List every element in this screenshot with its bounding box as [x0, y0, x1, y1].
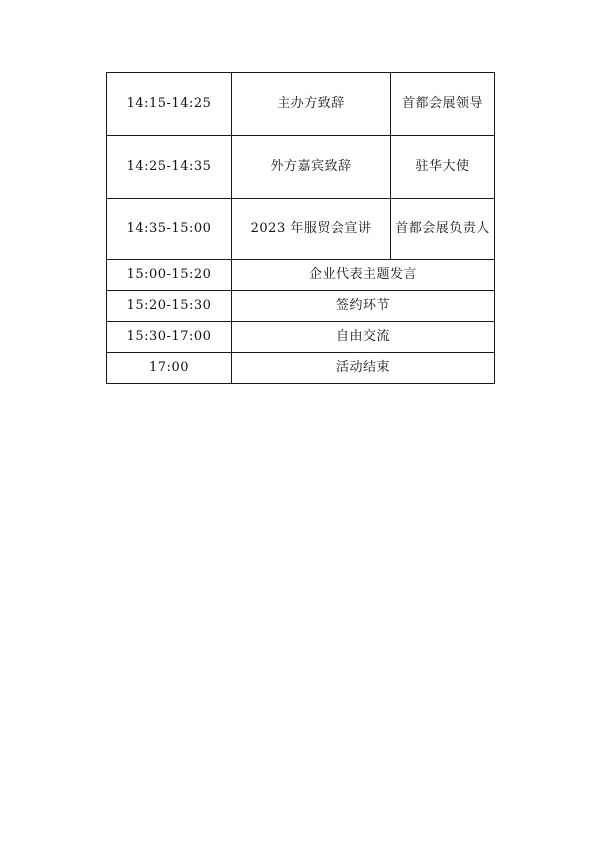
time-cell: 14:15-14:25: [107, 73, 232, 136]
table-row: [107, 353, 495, 384]
person-cell: 首都会展领导: [391, 73, 495, 136]
content-cell: 活动结束: [232, 353, 495, 384]
content-cell: 企业代表主题发言: [232, 260, 495, 291]
table-row: [107, 260, 495, 291]
time-cell: 15:00-15:20: [107, 260, 232, 291]
content-cell: 2023 年服贸会宣讲: [232, 199, 391, 260]
time-cell: 17:00: [107, 353, 232, 384]
time-cell: 15:30-17:00: [107, 322, 232, 353]
table-row: [107, 199, 495, 260]
person-cell: 驻华大使: [391, 136, 495, 199]
table-row: [107, 291, 495, 322]
table-row: [107, 136, 495, 199]
agenda-table: [106, 72, 495, 384]
time-cell: 14:35-15:00: [107, 199, 232, 260]
table-row: [107, 322, 495, 353]
time-cell: 14:25-14:35: [107, 136, 232, 199]
time-cell: 15:20-15:30: [107, 291, 232, 322]
person-cell: 首都会展负责人: [391, 199, 495, 260]
content-cell: 外方嘉宾致辞: [232, 136, 391, 199]
content-cell: 主办方致辞: [232, 73, 391, 136]
content-cell: 签约环节: [232, 291, 495, 322]
content-cell: 自由交流: [232, 322, 495, 353]
table-row: [107, 73, 495, 136]
